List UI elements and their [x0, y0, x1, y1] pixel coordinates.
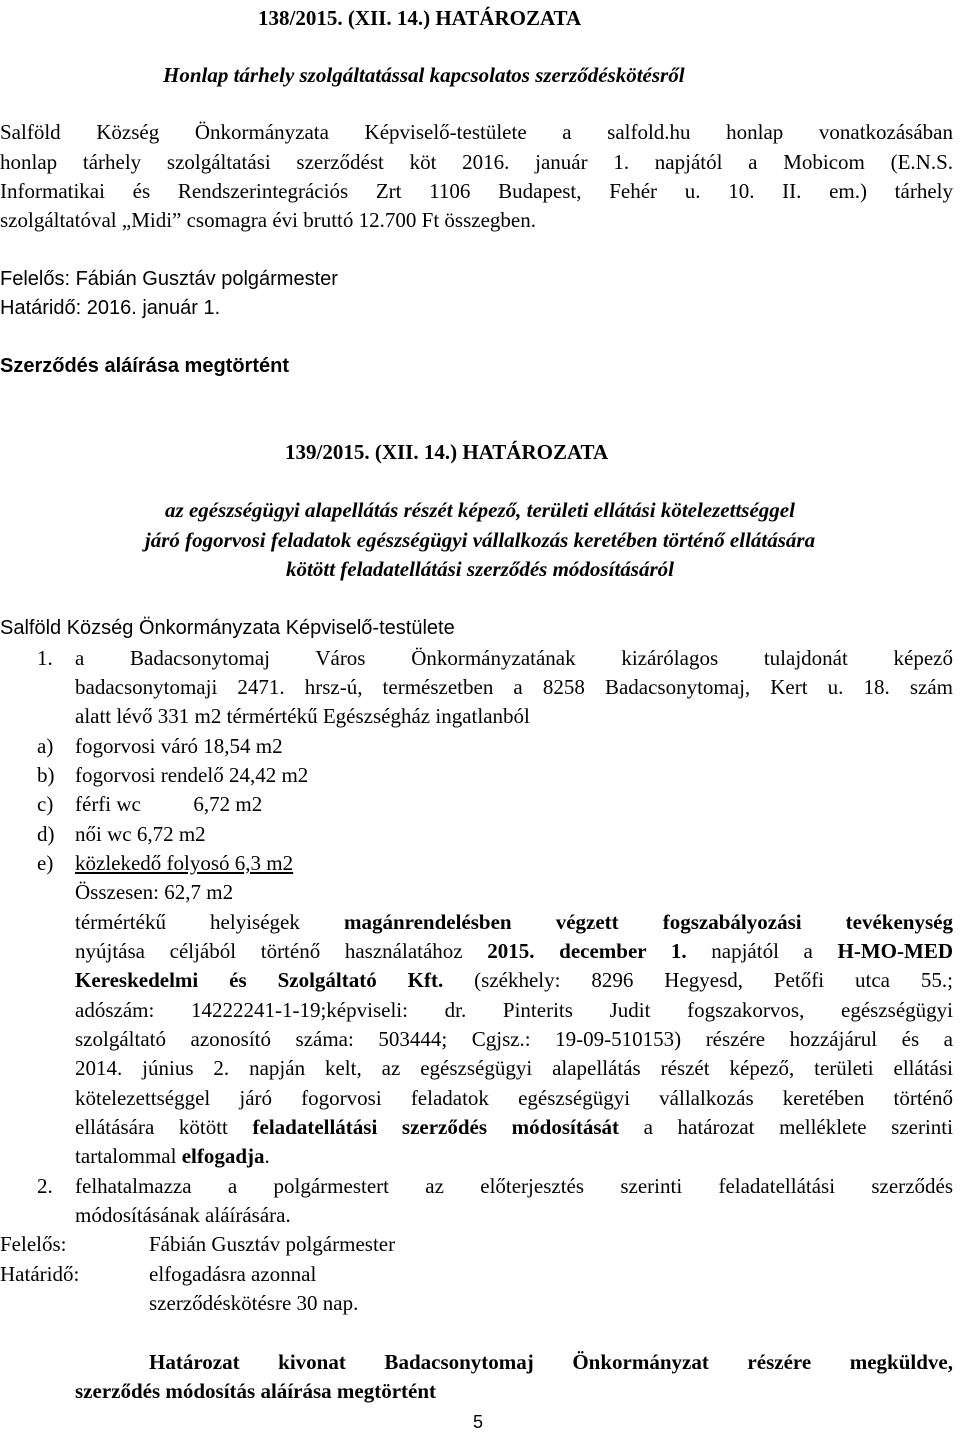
room-letter: b)	[37, 763, 55, 787]
res1-title: 138/2015. (XII. 14.) HATÁROZATA	[258, 6, 582, 30]
para-text: térmértékű helyiségek	[75, 910, 344, 934]
res1-deadline: Határidő: 2016. január 1.	[0, 297, 221, 319]
res2-subtitle-line-3: kötött feladatellátási szerződés módosításáról	[286, 557, 674, 581]
res1-body-line-3: Informatikai és Rendszerintegrációs Zrt 1106 Budapest, Fehér u. 10. II. em.) tárhely	[0, 179, 953, 203]
closing-line-1: Határozat kivonat Badacsonytomaj Önkormányzat részére megküldve,	[149, 1350, 953, 1374]
para-line-4: adószám: 14222241-1-19;képviseli: dr. Pinterits Judit fogszakorvos, egészségügyi	[75, 998, 953, 1022]
para-line-8	[75, 1113, 953, 1143]
res2-responsible-value: Fábián Gusztáv polgármester	[149, 1232, 396, 1256]
res1-status: Szerződés aláírása megtörtént	[0, 355, 289, 377]
item1-line-1: a Badacsonytomaj Város Önkormányzatának kizárólagos tulajdonát képező	[75, 646, 953, 670]
room-letter: e)	[37, 851, 54, 875]
para-bold: elfogadja	[181, 1144, 265, 1168]
para-line-5: szolgáltató azonosító száma: 503444; Cgjsz.: 19-09-510153) részére hozzájárul és a	[75, 1027, 953, 1051]
para-line-1	[75, 908, 953, 938]
para-line-6: 2014. június 2. napján kelt, az egészségügyi alapellátás részét képező, területi ellátási	[75, 1056, 953, 1080]
room-item: férfi wc 6,72 m2	[75, 792, 263, 816]
para-bold: 2015. december 1.	[487, 939, 687, 963]
para-text: (székhely: 8296 Hegyesd, Petőfi utca 55.;	[443, 968, 953, 992]
room-letter: c)	[37, 792, 54, 816]
para-line-2	[75, 937, 953, 967]
para-line-7: kötelezettséggel járó fogorvosi feladatok egészségügyi vállalkozás keretében történő	[75, 1086, 953, 1110]
para-bold: feladatellátási szerződés módosítását	[252, 1115, 619, 1139]
para-text: ellátására kötött	[75, 1115, 253, 1139]
res2-responsible-label: Felelős:	[0, 1232, 67, 1256]
page-number: 5	[473, 1412, 484, 1432]
room-item: fogorvosi rendelő 24,42 m2	[75, 763, 309, 787]
item2-line-2: módosításának aláírására.	[75, 1203, 291, 1227]
res2-deadline-value-1: elfogadásra azonnal	[149, 1262, 317, 1286]
res2-subtitle-line-2: járó fogorvosi feladatok egészségügyi vállalkozás keretében történő ellátására	[144, 528, 816, 552]
para-bold: Kereskedelmi és Szolgáltató Kft.	[75, 968, 444, 992]
res1-body-line-4: szolgáltatóval „Midi” csomagra évi bruttó 12.700 Ft összegben.	[0, 208, 536, 232]
res1-responsible: Felelős: Fábián Gusztáv polgármester	[0, 268, 338, 290]
rooms-total: Összesen: 62,7 m2	[75, 880, 234, 904]
res2-deadline-value-2: szerződéskötésre 30 nap.	[149, 1291, 359, 1315]
item2-line-1: felhatalmazza a polgármestert az előterjesztés szerinti feladatellátási szerződés	[75, 1174, 953, 1198]
res2-subtitle-line-1: az egészségügyi alapellátás részét képező, területi ellátási kötelezettséggel	[165, 498, 795, 522]
para-text: tartalommal	[75, 1144, 182, 1168]
closing-line-2: szerződés módosítás aláírása megtörtént	[75, 1379, 436, 1403]
res2-title: 139/2015. (XII. 14.) HATÁROZATA	[285, 440, 609, 464]
room-item: fogorvosi váró 18,54 m2	[75, 734, 283, 758]
room-item: közlekedő folyosó 6,3 m2	[75, 851, 294, 875]
item1-line-3: alatt lévő 331 m2 térmértékű Egészségház ingatlanból	[75, 704, 530, 728]
room-item: női wc 6,72 m2	[75, 822, 206, 846]
para-bold: magánrendelésben végzett fogszabályozási tevékenység	[343, 910, 953, 934]
item2-number: 2.	[37, 1174, 53, 1198]
room-letter: a)	[37, 734, 54, 758]
para-bold: H-MO-MED	[837, 939, 953, 963]
room-letter: d)	[37, 822, 55, 846]
item1-number: 1.	[37, 646, 53, 670]
para-text: a határozat melléklete szerinti	[619, 1115, 953, 1139]
res2-body-intro: Salföld Község Önkormányzata Képviselő-testülete	[0, 617, 455, 639]
para-line-9	[75, 1142, 270, 1172]
res1-body-line-1: Salföld Község Önkormányzata Képviselő-testülete a salfold.hu honlap vonatkozásában	[0, 120, 953, 144]
item1-line-2: badacsonytomaji 2471. hrsz-ú, természetben a 8258 Badacsonytomaj, Kert u. 18. szám	[75, 675, 953, 699]
res1-subtitle: Honlap tárhely szolgáltatással kapcsolatos szerződéskötésről	[163, 63, 685, 87]
para-text: .	[264, 1144, 270, 1168]
res2-deadline-label: Határidő:	[0, 1262, 80, 1286]
para-line-3	[75, 966, 953, 996]
para-text: nyújtása céljából történő használatához	[75, 939, 488, 963]
para-text: napjától a	[686, 939, 838, 963]
res1-body-line-2: honlap tárhely szolgáltatási szerződést köt 2016. január 1. napjától a Mobicom (E.N.S.	[0, 150, 953, 174]
